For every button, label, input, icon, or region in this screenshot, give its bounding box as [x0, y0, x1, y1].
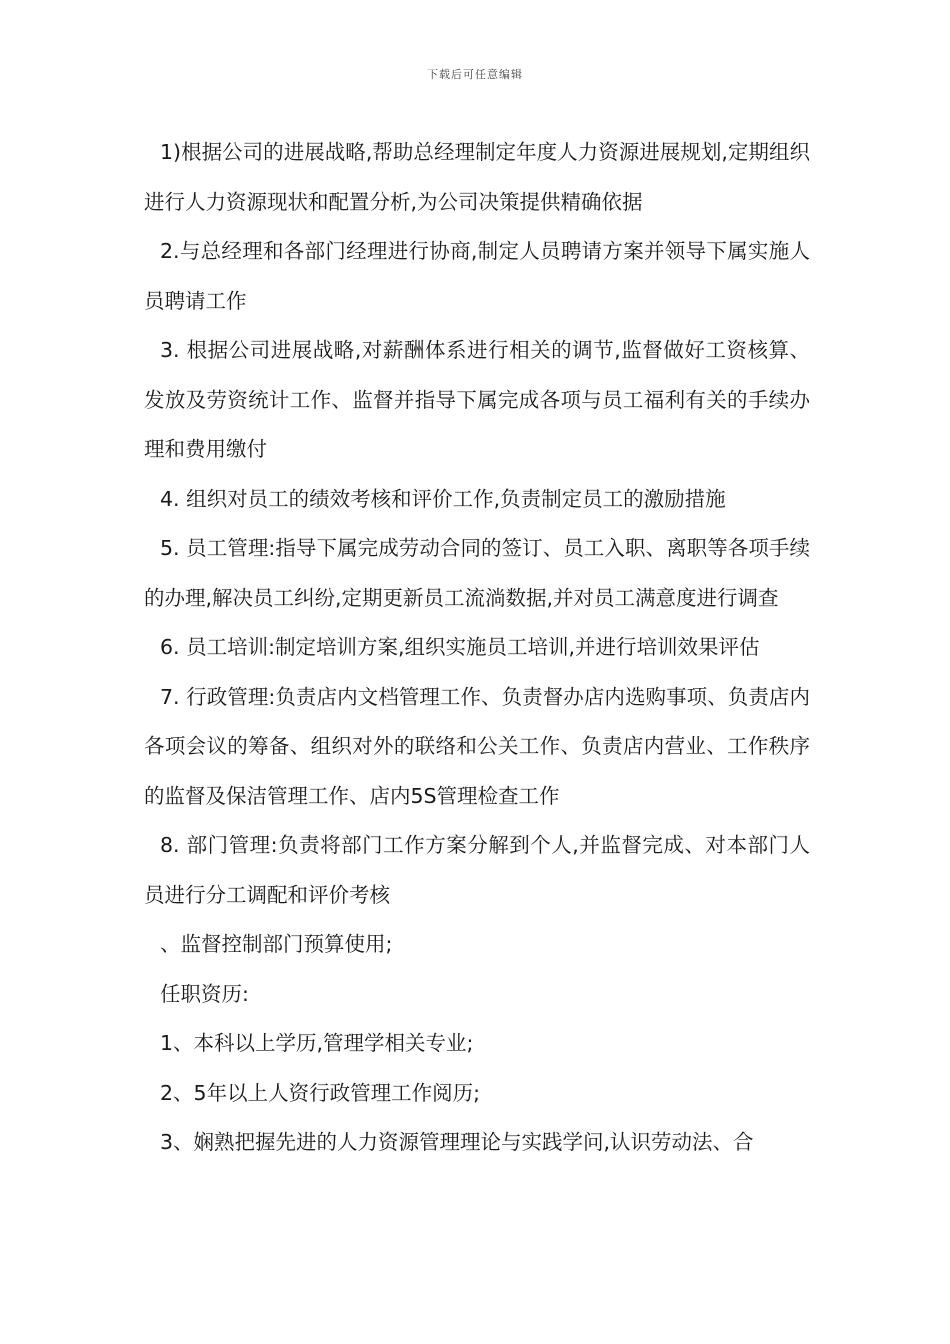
paragraph-8: 8. 部门管理:负责将部门工作方案分解到个人,并监督完成、对本部门人员进行分工调配和评价考核: [144, 833, 810, 907]
qualification-3: 3、娴熟把握先进的人力资源管理理论与实践学问,认识劳动法、合: [160, 1130, 754, 1154]
qualification-2: 2、5年以上人资行政管理工作阅历;: [160, 1080, 480, 1105]
page-header: 下载后可任意编辑: [427, 68, 523, 81]
paragraph-5: 5. 员工管理:指导下属完成劳动合同的签订、员工入职、离职等各项手续的办理,解决员工纠纷,定期更新员工流淌数据,并对员工满意度进行调查: [144, 536, 810, 610]
document-body: [144, 128, 810, 1168]
paragraph-2: 2.与总经理和各部门经理进行协商,制定人员聘请方案并领导下属实施人员聘请工作: [144, 239, 810, 313]
qualifications-heading: 任职资历:: [160, 981, 249, 1006]
qualification-1: 1、本科以上学历,管理学相关专业;: [160, 1031, 474, 1055]
paragraph-budget: 、监督控制部门预算使用;: [160, 932, 393, 956]
paragraph-7: 7. 行政管理:负责店内文档管理工作、负责督办店内选购事项、负责店内各项会议的筹备、组织对外的联络和公关工作、负责店内营业、工作秩序的监督及保洁管理工作、店内5S管理检查工作: [144, 684, 810, 808]
paragraph-1: 1)根据公司的进展战略,帮助总经理制定年度人力资源进展规划,定期组织进行人力资源现状和配置分析,为公司决策提供精确依据: [144, 140, 810, 214]
paragraph-6: 6. 员工培训:制定培训方案,组织实施员工培训,并进行培训效果评估: [160, 635, 760, 659]
paragraph-3: 3. 根据公司进展战略,对薪酬体系进行相关的调节,监督做好工资核算、发放及劳资统计工作、监督并指导下属完成各项与员工福利有关的手续办理和费用缴付: [144, 338, 810, 461]
paragraph-4: 4. 组织对员工的绩效考核和评价工作,负责制定员工的激励措施: [160, 486, 726, 511]
